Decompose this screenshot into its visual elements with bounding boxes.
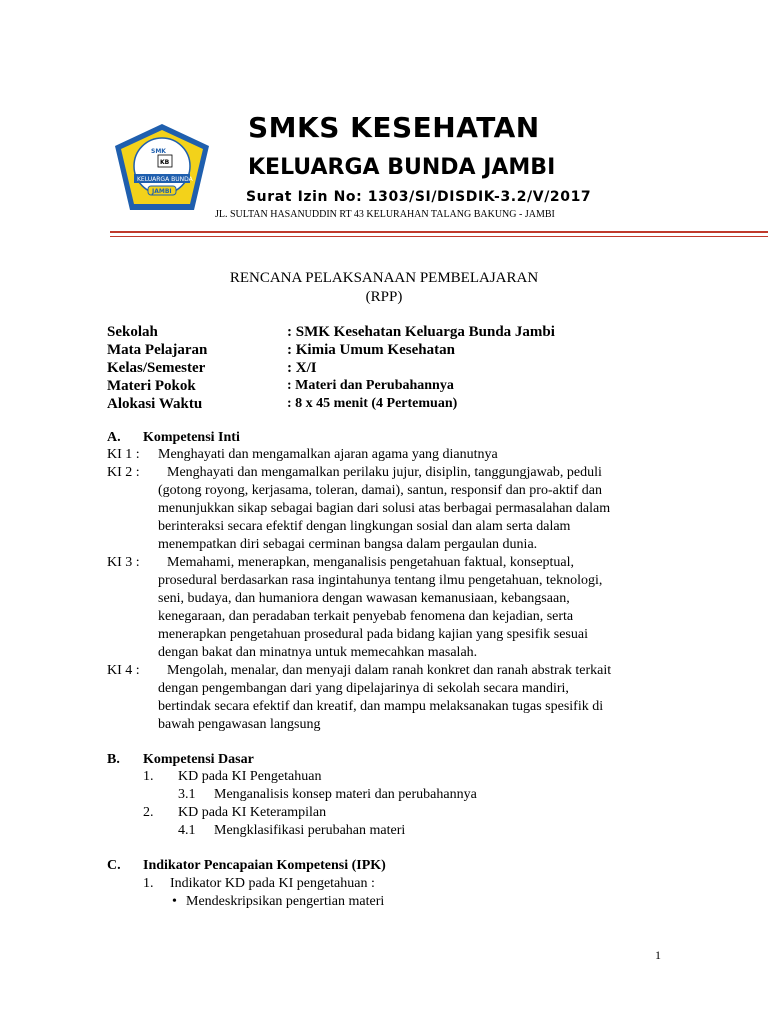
school-address: JL. SULTAN HASANUDDIN RT 43 KELURAHAN TALANG BAKUNG - JAMBI xyxy=(215,209,555,220)
letterhead xyxy=(0,0,768,240)
school-logo xyxy=(112,122,212,212)
license-number: Surat Izin No: 1303/SI/DISDIK-3.2/V/2017 xyxy=(246,189,592,205)
header-rule-thin xyxy=(110,236,768,237)
section-a-number: A. xyxy=(107,430,121,445)
bullet-icon: • xyxy=(172,894,177,909)
school-name: SMKS KESEHATAN xyxy=(248,111,540,144)
ki3-label: KI 3 : xyxy=(107,555,140,570)
section-b-number: B. xyxy=(107,752,120,767)
ki4-line: Mengolah, menalar, dan menyaji dalam ranah konkret dan ranah abstrak terkait xyxy=(167,663,612,678)
section-c-number: C. xyxy=(107,858,121,873)
info-label: Alokasi Waktu xyxy=(107,396,203,412)
document-subtitle: (RPP) xyxy=(365,289,403,305)
ki3-line: Memahami, menerapkan, menganalisis pengetahuan faktual, konseptual, xyxy=(167,555,575,570)
kd-item-text: Menganalisis konsep materi dan perubahannya xyxy=(214,787,477,802)
info-value: : Kimia Umum Kesehatan xyxy=(287,342,455,358)
kd-item-text: Mengklasifikasi perubahan materi xyxy=(214,823,406,838)
info-value: : X/I xyxy=(287,360,317,376)
svg-text:KB: KB xyxy=(160,159,170,166)
ki3-line: prosedural berdasarkan rasa ingintahunya tentang ilmu pengetahuan, teknologi, xyxy=(158,573,603,588)
ki1-text: Menghayati dan mengamalkan ajaran agama yang dianutnya xyxy=(158,447,498,462)
ki4-line: bertindak secara efektif dan kreatif, dan mampu melaksanakan tugas spesifik di xyxy=(158,699,604,714)
svg-text:KELUARGA BUNDA: KELUARGA BUNDA xyxy=(137,176,193,183)
info-value: : SMK Kesehatan Keluarga Bunda Jambi xyxy=(287,324,555,340)
info-label: Mata Pelajaran xyxy=(107,342,208,358)
kd-item-number: 1. xyxy=(143,769,154,784)
ipk-bullet-text: Mendeskripsikan pengertian materi xyxy=(186,894,385,909)
ki2-line: menunjukkan sikap sebagai bagian dari solusi atas berbagai permasalahan dalam xyxy=(158,501,611,516)
info-value: : Materi dan Perubahannya xyxy=(287,378,454,393)
ki3-line: seni, budaya, dan humaniora dengan wawasan kemanusiaan, kebangsaan, xyxy=(158,591,570,606)
ki2-line: Menghayati dan mengamalkan perilaku jujur, disiplin, tanggungjawab, peduli xyxy=(167,465,602,480)
section-a-heading: Kompetensi Inti xyxy=(143,430,240,445)
svg-text:SMK: SMK xyxy=(151,148,166,155)
ki2-label: KI 2 : xyxy=(107,465,140,480)
ki3-line: menerapkan pengetahuan prosedural pada bidang kajian yang spesifik sesuai xyxy=(158,627,588,642)
kd-item-number: 4.1 xyxy=(178,823,196,838)
school-subtitle: KELUARGA BUNDA JAMBI xyxy=(248,155,556,180)
kd-item-text: KD pada KI Keterampilan xyxy=(178,805,327,820)
info-label: Kelas/Semester xyxy=(107,360,206,376)
document-title: RENCANA PELAKSANAAN PEMBELAJARAN xyxy=(229,270,539,286)
section-c-heading: Indikator Pencapaian Kompetensi (IPK) xyxy=(143,858,386,873)
kd-item-number: 2. xyxy=(143,805,154,820)
info-label: Materi Pokok xyxy=(107,378,196,394)
ipk-item-number: 1. xyxy=(143,876,154,891)
kd-item-text: KD pada KI Pengetahuan xyxy=(178,769,322,784)
ki3-line: kenegaraan, dan peradaban terkait penyebab fenomena dan kejadian, serta xyxy=(158,609,574,624)
ki3-line: dengan bakat dan minatnya untuk memecahkan masalah. xyxy=(158,645,478,660)
ki2-line: menempatkan diri sebagai cerminan bangsa dalam pergaulan dunia. xyxy=(158,537,538,552)
info-value: : 8 x 45 menit (4 Pertemuan) xyxy=(287,396,458,411)
info-label: Sekolah xyxy=(107,324,158,340)
header-rule-thick xyxy=(110,231,768,233)
ki4-line: dengan pengembangan dari yang dipelajarinya di sekolah secara mandiri, xyxy=(158,681,569,696)
ki1-label: KI 1 : xyxy=(107,447,140,462)
kd-item-number: 3.1 xyxy=(178,787,196,802)
ipk-item-text: Indikator KD pada KI pengetahuan : xyxy=(170,876,375,891)
ki4-label: KI 4 : xyxy=(107,663,140,678)
ki4-line: bawah pengawasan langsung xyxy=(158,717,321,732)
page-number: 1 xyxy=(655,948,661,962)
svg-text:JAMBI: JAMBI xyxy=(152,188,172,195)
ki2-line: (gotong royong, kerjasama, toleran, damai), santun, responsif dan pro-aktif dan xyxy=(158,483,602,498)
section-b-heading: Kompetensi Dasar xyxy=(143,752,254,767)
ki2-line: berinteraksi secara efektif dengan lingkungan sosial dan alam serta dalam xyxy=(158,519,571,534)
